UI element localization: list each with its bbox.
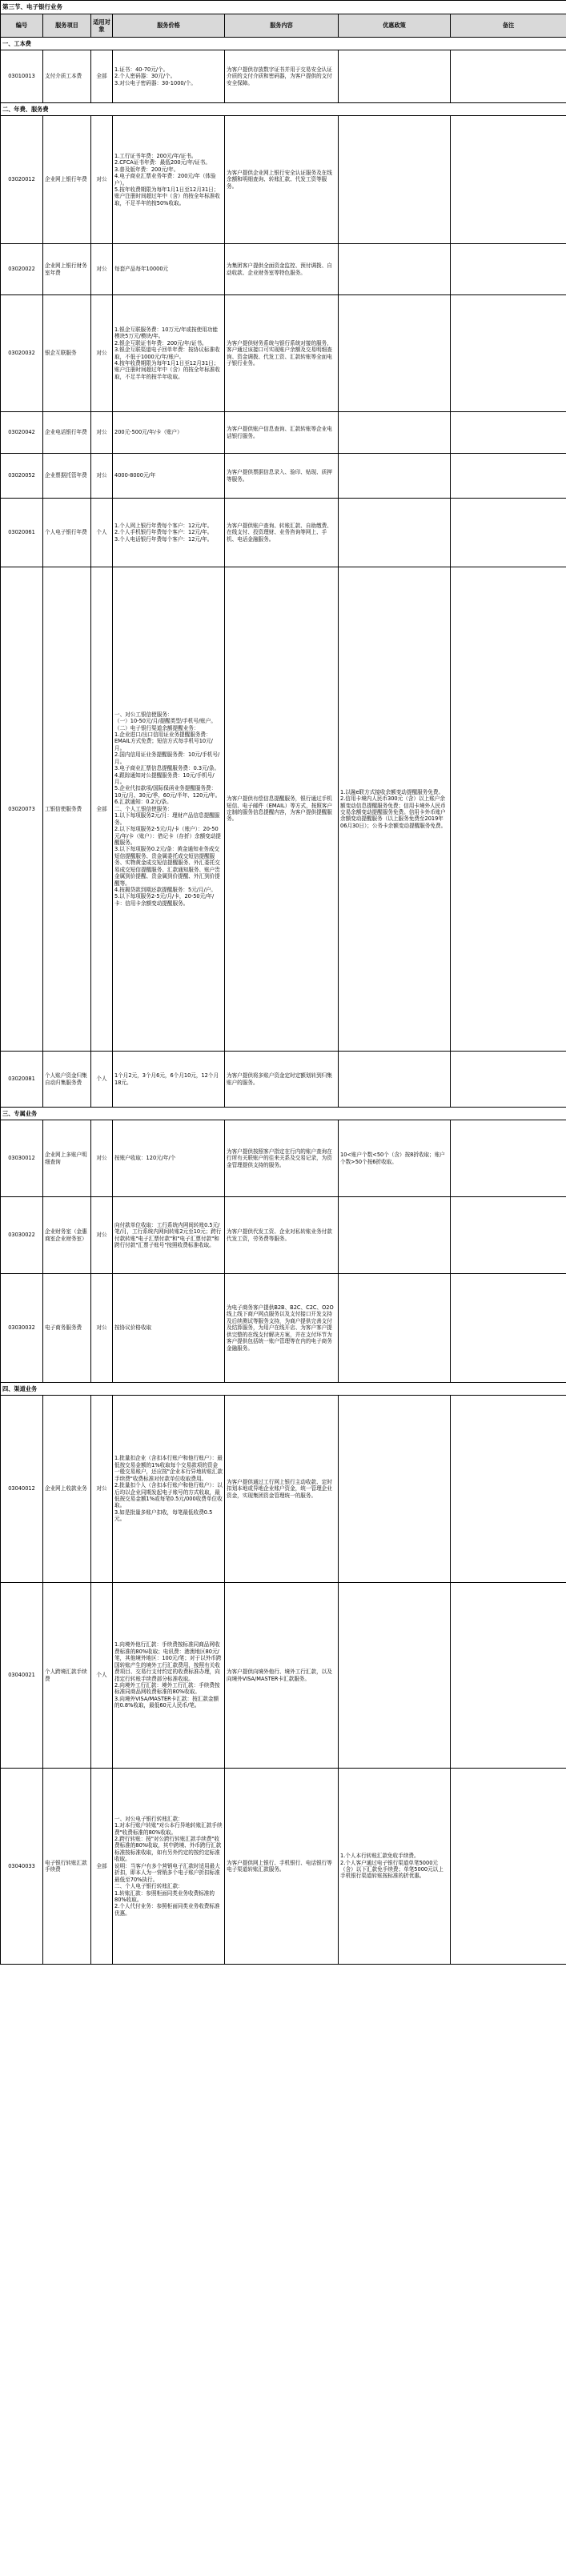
row-target: 对公 <box>91 412 113 454</box>
row-content: 为客户提供企业网上银行安全认证服务及在线余额和明细查询、转账汇款、代发工资等服务。 <box>225 116 339 244</box>
row-code: 03030032 <box>1 1274 43 1383</box>
table-row <box>1 295 566 412</box>
row-content: 为客户提供财务系统与银行系统对接的服务，客户通过该接口可实现账户余额及交易明细查询、资金调拨、代发工资、汇款转账等全面电子银行业务。 <box>225 295 339 412</box>
row-content: 为客户提供代发工资、企业对私转账业务付款代发工资，劳务费等服务。 <box>225 1197 339 1274</box>
row-price: 1.个人网上银行年费每个客户：12元/年。 2.个人手机银行年费每个客户：12元/年。 3.个人电话银行年费每个客户：12元/年。 <box>113 499 225 567</box>
row-price: 1.批量扣企业（含扣本行账户和他行账户）：最低按交易金额的1%收取每个交易款项的资金一般交易账户，还应按"企业本行异地转账汇款手续费"收费标准对付款单位收取费用。 2.批量扣个人（含扣本行账户和他行账户）：以后均以企业同期发起电子账号的方式收取，最低按交易金额1%或每笔0.5元/000收费单位收取。 3.如是批量多账户扣收，每笔最低收费0.5元。 <box>113 1396 225 1583</box>
row-content: 为客户提供存放数字证书并用于交易安全认证介质的支付介质和密码器，为客户提供的支付安全保障。 <box>225 50 339 103</box>
table-row <box>1 412 566 454</box>
header-item: 服务项目 <box>43 14 91 38</box>
row-content: 为集团客户提供全面资金监控、预付调拨、自动收款、企业财务室等特色服务。 <box>225 244 339 295</box>
row-price: 1.工行证书年费：200元/年/证书。 2.CFCA证书年费：最低200元/年/证书。 3.普及版年费：200元/年。 4.电子商业汇票业务年费：200元/年（体验户）。 5.按年收费期限为每年1月1日至12月31日；账户注册时间超过年中（含）的按全年标准收取，不足半年的按50%收取。 <box>113 116 225 244</box>
row-price: 1个月2元，3个月6元，6个月10元，12个月18元。 <box>113 1052 225 1108</box>
row-code: 03020022 <box>1 244 43 295</box>
header-target: 适用对象 <box>91 14 113 38</box>
header-code: 编号 <box>1 14 43 38</box>
row-item: 个人账户资金归集自动归集服务费 <box>43 1052 91 1108</box>
section-row <box>1 1383 566 1396</box>
row-target: 对公 <box>91 244 113 295</box>
section-row <box>1 103 566 116</box>
row-item: 个人电子银行年费 <box>43 499 91 567</box>
row-policy: 1.以融e联方式接收余额变动提醒服务免费。 2.信用卡境内人民币300元（含）以上账户余额变动信息提醒服务免费；信用卡境外人民币交易余额变动提醒服务免费。信用卡外币账户余额变动提醒服务（以上服务免费至2019年06月30日）；公务卡余额变动提醒服务免费。 <box>339 567 451 1052</box>
row-remark <box>451 1583 566 1769</box>
row-price: 一、对公电子银行转账汇款： 1.对本行账户转账"对公本行异地转账汇款手续费"收费标准的80%收取。 2.跨行转账：按"对公跨行转账汇款手续费"收费标准的80%收取，其中跨境、外币跨行汇款标准按标准收取，如有另外约定的按约定标准收取。 说明：当客户有多个营销电子汇款时适用最大折扣，即本人为一营销多个电子账户折扣标准最低至70%执行。 二、个人电子银行转账汇款： 1.转账汇款：参照柜面同类业务收费标准的80%收取。 2.个人代付业务：参照柜面同类业务收费标准优惠。 <box>113 1769 225 1965</box>
table-row <box>1 116 566 244</box>
row-code: 03030022 <box>1 1197 43 1274</box>
row-policy <box>339 1583 451 1769</box>
row-code: 03010013 <box>1 50 43 103</box>
row-price: 1.向境外他行汇款：手续费按标准同商品网收费标准的80%收取；电讯费：港澳地区80元/笔，其他境外地区：100元/笔；对于以外币跨国转账产生的境外工行汇款费用，按照有关收费项目、交易行支付约定的收费标准办理，向指定行转账手续费部分标准收取。 2.向境外工行汇款：境外工行汇款：手续费按标准同商品网收费标准的80%收取。 3.向境外VISA/MASTER卡汇款：按汇款金额的0.8%收取，最低60元人民币/笔。 <box>113 1583 225 1769</box>
row-code: 03040012 <box>1 1396 43 1583</box>
row-content: 为客户提供有偿信息提醒服务，银行通过手机短信、电子邮件（EMAIL）等方式，按照客户定制的服务信息提醒内容，为客户提供提醒服务。 <box>225 567 339 1052</box>
row-remark <box>451 567 566 1052</box>
row-policy <box>339 1052 451 1108</box>
row-content: 为客户提供票据信息录入、验印、贴现、质押等服务。 <box>225 454 339 499</box>
row-target: 对公 <box>91 1120 113 1197</box>
table-row <box>1 1769 566 1965</box>
row-code: 03020042 <box>1 412 43 454</box>
row-code: 03030012 <box>1 1120 43 1197</box>
row-item: 支付介质工本费 <box>43 50 91 103</box>
row-content: 为客户提供网上银行、手机银行、电话银行等电子渠道转账汇款服务。 <box>225 1769 339 1965</box>
row-code: 03020012 <box>1 116 43 244</box>
row-target: 对公 <box>91 1274 113 1383</box>
row-policy <box>339 1396 451 1583</box>
row-price: 一、对公工银信使服务： （一）10-50元/月/提醒类型/手机号/账户。 （二）电子银行渠道余额提醒业务： 1.企业进口/出口信用证业务提醒服务费：EMAIL方式免费；短信方式每手机号10元/月。 2.国内信用证业务提醒服务费：10元/手机号/月。 3.电子商业汇票信息提醒服务费：0.3元/条。 4.跟踪通知对公提醒服务费：10元/手机号/月。 5.企业代扣款项/国际保函业务提醒服务费：10元/月、30元/季、60元/半年、120元/年。 6.汇款通知：0.2元/条。 二、个人工银信使服务： 1.以下每项服务2元/月：理财产品信息提醒服务。 2.以下每项服务2-5元/月/卡（账户）：20-50元/年/卡（账户）：借记卡（存折）余额变动提醒服务。 3.以下每项服务0.2元/条：黄金通知业务成交短信提醒服务、贵金属委托成交短信提醒服务、实物黄金成交短信提醒服务、外汇委托交易成交短信提醒服务、汇款通知服务、账户贵金属到价提醒、贵金属到价提醒、外汇到价提醒等。 4.按揭贷款到期还款提醒服务：5元/月/户。 5.以下每项服务2-5元/月/卡，20-50元/年/卡：信用卡余额变动提醒服务。 <box>113 567 225 1052</box>
row-content: 为客户提供将多账户资金定时定额划转到归集账户的服务。 <box>225 1052 339 1108</box>
row-policy <box>339 116 451 244</box>
row-target: 个人 <box>91 499 113 567</box>
section-title: 一、工本费 <box>1 38 566 50</box>
section-row <box>1 1108 566 1120</box>
row-item: 企业电话银行年费 <box>43 412 91 454</box>
row-content: 为客户提供账户查询、转账汇款、自助缴费、在线支付、投资理财、业务咨询等网上、手机、电话金融服务。 <box>225 499 339 567</box>
header-remark: 备注 <box>451 14 566 38</box>
row-content: 为电子商务客户提供B2B、B2C、C2C、O2O线上线下商户网点服务以及支付接口开发支持及后续测试等服务支持，为商户提供完善支付及结算服务，为用户在线开店、为客户客户提供完整的在线支付解决方案，并在支付环节为客户提供包括统一账户管理等在内的电子商务金融服务。 <box>225 1274 339 1383</box>
row-code: 03020073 <box>1 567 43 1052</box>
table-header-row <box>1 14 566 38</box>
row-price: 向付款单位收取：工行系统内网间转账0.5元/笔/月，工行系统内网间转账2元至10元；跨行付款转账"电子汇票付款"和"电子汇票付款"和跨行付款"汇票子账号"按照收费标准收取。 <box>113 1197 225 1274</box>
table-row <box>1 1120 566 1197</box>
row-content: 为客户提供通过工行网上银行主动收款、定时扣划本地或异地企业账户资金，统一管理企业资金，实现集团资金管理统一的服务。 <box>225 1396 339 1583</box>
row-policy <box>339 244 451 295</box>
row-item: 企业网上收款业务 <box>43 1396 91 1583</box>
row-price: 每套产品每年10000元 <box>113 244 225 295</box>
row-remark <box>451 1274 566 1383</box>
header-price: 服务价格 <box>113 14 225 38</box>
row-remark <box>451 1396 566 1583</box>
row-price: 1.银企互联服务费：10万元/年或按使用功能模块5万元/模块/年。 2.银企互联证书年费：200元/年/证书。 3.银企互联渠道电子回单年费：按协议标准收取，不低于1000元/年/账户。 4.按年收费期限为每年1月1日至12月31日；账户注册时间超过年中（含）的按全年标准收取，不足半年的按半年收取。 <box>113 295 225 412</box>
row-target: 个人 <box>91 1583 113 1769</box>
row-policy <box>339 295 451 412</box>
table-row <box>1 454 566 499</box>
row-item: 电子银行转账汇款手续费 <box>43 1769 91 1965</box>
row-code: 03020052 <box>1 454 43 499</box>
row-target: 全部 <box>91 567 113 1052</box>
row-remark <box>451 454 566 499</box>
row-item: 企业财务室（金惠商室企业财务室） <box>43 1197 91 1274</box>
table-row <box>1 244 566 295</box>
row-content: 为客户提供账户信息查询、汇款转账等企业电话银行服务。 <box>225 412 339 454</box>
row-item: 企业网上银行年费 <box>43 116 91 244</box>
row-remark <box>451 295 566 412</box>
row-content: 为客户提供按照客户指定在行内的账户查询在行所有关联账户的往来关系及交易记录，为资金管理提供支持的服务。 <box>225 1120 339 1197</box>
table-row <box>1 1197 566 1274</box>
table-row <box>1 1396 566 1583</box>
row-target: 对公 <box>91 116 113 244</box>
row-remark <box>451 1769 566 1965</box>
table-row <box>1 567 566 1052</box>
row-target: 对公 <box>91 454 113 499</box>
row-code: 03020032 <box>1 295 43 412</box>
row-policy <box>339 50 451 103</box>
section-title: 二、年费、服务费 <box>1 103 566 116</box>
section-title: 四、渠道业务 <box>1 1383 566 1396</box>
row-content: 为客户提供向境外他行、境外工行汇款，以及向境外VISA/MASTER卡汇款服务。 <box>225 1583 339 1769</box>
row-code: 03020061 <box>1 499 43 567</box>
row-code: 03020081 <box>1 1052 43 1108</box>
row-target: 全部 <box>91 1769 113 1965</box>
table-row <box>1 1274 566 1383</box>
table-title: 第三节、电子银行业务 <box>1 1 566 14</box>
row-item: 企业网上多账户明细查询 <box>43 1120 91 1197</box>
table-title-row <box>1 1 566 14</box>
row-item: 企业网上银行财务室年费 <box>43 244 91 295</box>
row-remark <box>451 116 566 244</box>
row-price: 1.证书：40-70元/个。 2.个人密码器：30元/个。 3.对公电子密码器：30-1000/个。 <box>113 50 225 103</box>
table-row <box>1 1583 566 1769</box>
row-item: 工银信使服务费 <box>43 567 91 1052</box>
header-policy: 优惠政策 <box>339 14 451 38</box>
row-price: 200元-500元/年/卡（账户） <box>113 412 225 454</box>
row-policy: 10<账户个数<50个（含）按8折收取；账户个数>50个按6折收取。 <box>339 1120 451 1197</box>
table-body <box>1 38 566 1965</box>
row-item: 银企互联服务 <box>43 295 91 412</box>
row-price: 按账户收取：120元/年/个 <box>113 1120 225 1197</box>
row-remark <box>451 1052 566 1108</box>
row-code: 03040021 <box>1 1583 43 1769</box>
row-target: 对公 <box>91 1197 113 1274</box>
section-title: 三、专属业务 <box>1 1108 566 1120</box>
row-item: 企业票据托管年费 <box>43 454 91 499</box>
row-policy <box>339 454 451 499</box>
row-target: 对公 <box>91 295 113 412</box>
row-remark <box>451 1120 566 1197</box>
row-item: 个人跨境汇款手续费 <box>43 1583 91 1769</box>
table-row <box>1 499 566 567</box>
row-policy: 1.个人本行转账汇款免收手续费。 2.个人客户通过电子银行渠道单笔5000元（含）以下汇款免手续费；单笔5000元以上手机银行渠道转账按标准的折优惠。 <box>339 1769 451 1965</box>
row-policy <box>339 499 451 567</box>
row-policy <box>339 1197 451 1274</box>
section-row <box>1 38 566 50</box>
row-code: 03040033 <box>1 1769 43 1965</box>
row-target: 全部 <box>91 50 113 103</box>
row-price: 按协议价格收取 <box>113 1274 225 1383</box>
row-item: 电子商务服务费 <box>43 1274 91 1383</box>
row-remark <box>451 244 566 295</box>
table-row <box>1 50 566 103</box>
row-remark <box>451 412 566 454</box>
row-remark <box>451 1197 566 1274</box>
row-target: 个人 <box>91 1052 113 1108</box>
row-price: 4000-8000元/年 <box>113 454 225 499</box>
header-content: 服务内容 <box>225 14 339 38</box>
row-remark <box>451 499 566 567</box>
table-row <box>1 1052 566 1108</box>
row-policy <box>339 1274 451 1383</box>
row-remark <box>451 50 566 103</box>
row-policy <box>339 412 451 454</box>
row-target: 对公 <box>91 1396 113 1583</box>
